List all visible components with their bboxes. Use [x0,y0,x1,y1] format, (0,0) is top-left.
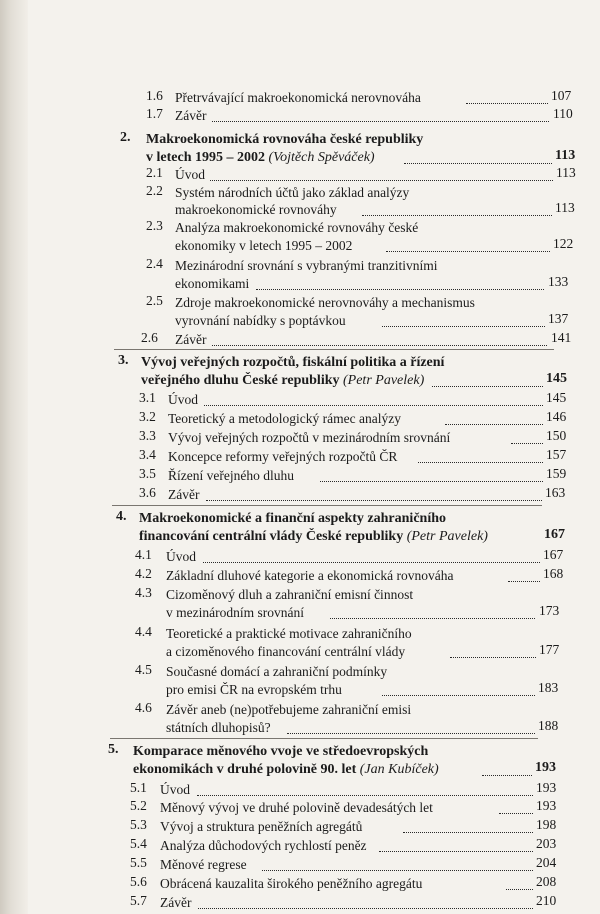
toc-section-4-line2 [0,527,600,547]
toc-entry-4-4 [0,624,600,644]
entry-number: 4.4 [135,624,152,639]
toc-entry-5-4 [0,836,600,856]
dot-leader [432,385,543,387]
entry-title-line2: vyrovnání nabídky s poptávkou [175,313,346,328]
toc-section-3 [0,353,600,373]
toc-entry-4-4-line2 [0,642,600,662]
dot-leader [382,694,535,696]
entry-number: 5.2 [130,798,147,813]
entry-number: 2.4 [146,256,163,271]
dot-leader [499,812,533,814]
entry-title: Úvod [160,782,190,797]
entry-page: 157 [546,447,567,462]
section-number: 4. [116,509,127,524]
entry-title: Měnový vývoj ve druhé polovině devadesátých let [160,800,433,815]
dot-leader [404,162,552,164]
entry-title: Závěr [175,332,207,347]
toc-entry-5-5 [0,855,600,875]
section-title-line2: financování centrální vlády České republiky (Petr Pavelek) [139,529,488,544]
section-title-line1: Makroekonomické a finanční aspekty zahraničního [139,511,446,526]
entry-title: Řízení veřejného dluhu [168,468,294,483]
section-title-line2: veřejného dluhu České republiky (Petr Pavelek) [141,373,425,388]
section-author: (Petr Pavelek) [343,373,425,388]
entry-title-line2: pro emisi ČR na evropském trhu [166,682,342,697]
toc-entry-1-6 [0,88,600,108]
entry-title: Měnové regrese [160,857,247,872]
toc-entry-5-3 [0,817,600,837]
section-page: 145 [546,371,567,386]
entry-number: 4.3 [135,585,152,600]
toc-section-5-line2 [0,760,600,780]
entry-number: 5.1 [130,780,147,795]
entry-title: Vývoj a struktura peněžních agregátů [160,819,363,834]
entry-number: 2.1 [146,165,163,180]
toc-entry-4-5-line2 [0,680,600,700]
dot-leader [482,774,532,776]
toc-section-3-line2 [0,371,600,391]
entry-title-line2: ekonomikami [175,276,250,291]
toc-section-2 [0,130,600,150]
entry-title-line1: Cizoměnový dluh a zahraniční emisní činnost [166,587,414,602]
entry-number: 5.7 [130,893,147,908]
dot-leader [450,656,536,658]
entry-number: 2.2 [146,183,163,198]
entry-title-line1: Současné domácí a zahraniční podmínky [166,664,388,679]
dot-leader [362,214,552,216]
entry-title: Koncepce reformy veřejných rozpočtů ČR [168,449,398,464]
entry-number: 3.5 [139,466,156,481]
entry-title-line2: v mezinárodním srovnání [166,605,304,620]
entry-page: 204 [536,855,557,870]
section-number: 2. [120,130,131,145]
toc-entry-3-6 [0,485,600,505]
dot-leader [382,325,545,327]
entry-page: 137 [548,311,569,326]
entry-title-line2: státních dluhopisů? [166,720,271,735]
entry-number: 3.2 [139,409,156,424]
dot-leader [203,561,540,563]
entry-title-line2: a cizoměnového financování centrální vlády [166,644,406,659]
dot-leader [511,442,543,444]
section-title-line2: v letech 1995 – 2002 (Vojtěch Spěváček) [146,150,375,165]
toc-entry-5-2 [0,798,600,818]
toc-entry-4-1 [0,547,600,567]
entry-number: 2.5 [146,293,163,308]
section-author: (Jan Kubíček) [359,762,439,777]
separator-line [110,738,538,739]
entry-page: 145 [546,390,567,405]
entry-title: Úvod [166,549,196,564]
toc-entry-4-3-line2 [0,603,600,623]
dot-leader [445,423,543,425]
entry-page: 193 [536,798,557,813]
entry-number: 2.6 [141,330,158,345]
entry-page: 183 [538,680,559,695]
section-title-line1: Vývoj veřejných rozpočtů, fiskální politika a řízení [141,355,445,370]
entry-page: 141 [551,330,572,345]
dot-leader [386,250,550,252]
entry-title: Úvod [168,392,198,407]
entry-number: 5.6 [130,874,147,889]
section-number: 5. [108,742,119,757]
dot-leader [508,580,540,582]
entry-title: Závěr [175,108,207,123]
toc-entry-1-7 [0,106,600,126]
toc-entry-4-3 [0,585,600,605]
entry-number: 5.3 [130,817,147,832]
dot-leader [320,480,543,482]
dot-leader [330,617,535,619]
entry-title: Závěr [160,895,192,910]
entry-title-line1: Mezinárodní srovnání s vybranými tranzitivními [175,258,438,273]
dot-leader [212,120,549,122]
entry-number: 3.4 [139,447,156,462]
entry-page: 173 [539,603,560,618]
entry-title-line1: Zdroje makroekonomické nerovnováhy a mechanismus [175,295,475,310]
entry-page: 203 [536,836,557,851]
toc-entry-5-1 [0,780,600,800]
entry-page: 110 [553,106,573,121]
entry-number: 4.1 [135,547,152,562]
toc-entry-3-3 [0,428,600,448]
dot-leader [403,831,533,833]
dot-leader [506,888,533,890]
entry-title-line2: makroekonomické rovnováhy [175,202,337,217]
entry-page: 193 [536,780,557,795]
entry-number: 1.7 [146,106,163,121]
dot-leader [379,850,533,852]
toc-entry-4-5 [0,662,600,682]
entry-page: 198 [536,817,557,832]
toc-entry-2-3-line2 [0,236,600,256]
toc-entry-2-4-line2 [0,274,600,294]
entry-page: 150 [546,428,567,443]
entry-title-line2: ekonomiky v letech 1995 – 2002 [175,238,353,253]
toc-entry-3-4 [0,447,600,467]
entry-number: 3.3 [139,428,156,443]
entry-number: 4.6 [135,700,152,715]
toc-entry-5-6 [0,874,600,894]
toc-entry-4-6 [0,700,600,720]
entry-page: 210 [536,893,557,908]
section-page: 193 [535,760,556,775]
dot-leader [256,288,544,290]
toc-section-5 [0,742,600,762]
entry-title: Obrácená kauzalita širokého peněžního agregátu [160,876,423,891]
entry-title: Přetrvávající makroekonomická nerovnováha [175,90,421,105]
section-title-line1: Makroekonomická rovnováha české republiky [146,132,424,147]
entry-title: Základní dluhové kategorie a ekonomická rovnováha [166,568,454,583]
entry-number: 4.2 [135,566,152,581]
section-page: 113 [555,148,576,163]
entry-page: 146 [546,409,567,424]
toc-entry-2-5-line2 [0,311,600,331]
entry-title: Teoretický a metodologický rámec analýzy [168,411,401,426]
entry-page: 208 [536,874,557,889]
entry-number: 3.1 [139,390,156,405]
entry-page: 163 [545,485,566,500]
dot-leader [204,404,543,406]
dot-leader [466,102,548,104]
entry-title: Úvod [175,167,205,182]
entry-number: 5.4 [130,836,147,851]
toc-entry-2-1 [0,165,600,185]
toc-entry-3-1 [0,390,600,410]
entry-number: 4.5 [135,662,152,677]
entry-number: 2.3 [146,218,163,233]
toc-entry-3-5 [0,466,600,486]
entry-title: Závěr [168,487,200,502]
entry-number: 5.5 [130,855,147,870]
entry-page: 177 [539,642,560,657]
entry-page: 167 [543,547,564,562]
toc-section-4 [0,509,600,529]
entry-page: 122 [553,236,574,251]
entry-page: 113 [555,200,575,215]
entry-title-line1: Závěr aneb (ne)potřebujeme zahraniční emisi [166,702,412,717]
entry-title: Vývoj veřejných rozpočtů v mezinárodním srovnání [168,430,451,445]
section-author: (Petr Pavelek) [406,529,488,544]
section-author: (Vojtěch Spěváček) [268,150,375,165]
section-page: 167 [544,527,565,542]
entry-title-line1: Teoretické a praktické motivace zahraničního [166,626,412,641]
toc-entry-2-6 [0,330,600,350]
entry-title-line1: Analýza makroekonomické rovnováhy české [175,220,419,235]
entry-page: 133 [548,274,569,289]
dot-leader [287,732,535,734]
entry-page: 113 [556,165,576,180]
dot-leader [212,344,547,346]
entry-number: 3.6 [139,485,156,500]
dot-leader [198,907,533,909]
section-title-line1: Komparace měnového vvoje ve středoevropských [133,744,429,759]
toc-entry-2-3 [0,218,600,238]
dot-leader [206,499,542,501]
separator-line [114,349,554,350]
entry-page: 188 [538,718,559,733]
toc-entry-4-2 [0,566,600,586]
section-title-line2: ekonomikách v druhé polovině 90. let (Jan Kubíček) [133,762,439,777]
section-number: 3. [118,353,129,368]
entry-title-line1: Systém národních účtů jako základ analýzy [175,185,410,200]
toc-entry-3-2 [0,409,600,429]
dot-leader [210,179,553,181]
toc-entry-2-2-line2 [0,200,600,220]
separator-line [112,505,542,506]
entry-page: 159 [546,466,567,481]
entry-number: 1.6 [146,88,163,103]
entry-title: Analýza důchodových rychlostí peněz [160,838,367,853]
toc-entry-4-6-line2 [0,718,600,738]
dot-leader [262,869,533,871]
entry-page: 168 [543,566,564,581]
entry-page: 107 [551,88,572,103]
toc-entry-2-4 [0,256,600,276]
toc-entry-5-7 [0,893,600,913]
toc-entry-2-5 [0,293,600,313]
dot-leader [418,461,543,463]
dot-leader [197,794,533,796]
